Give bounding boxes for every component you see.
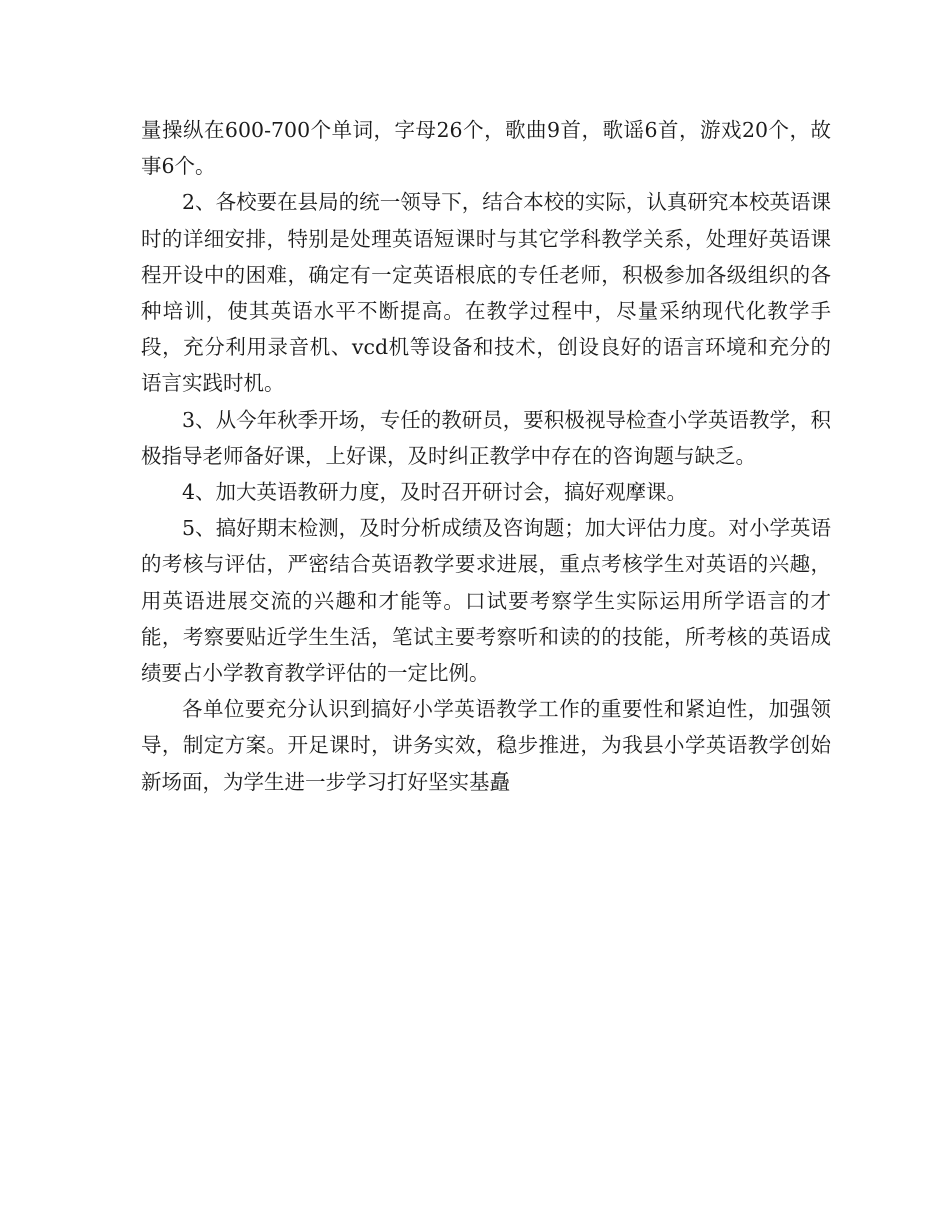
paragraph-item-2: 2、各校要在县局的统一领导下，结合本校的实际，认真研究本校英语课时的详细安排，特别是处理英语短课时与其它学科教学关系，处理好英语课程开设中的困难，确定有一定英语根底的专任老师，积极参加各级组织的各种培训，使其英语水平不断提高。在教学过程中，尽量采纳现代化教学手段，充分利用录音机、vcd机等设备和技术，创设良好的语言环境和充分的语言实践时机。: [141, 190, 831, 396]
paragraph-item-4: 4、加大英语教研力度，及时召开研讨会，搞好观摩课。: [182, 480, 688, 505]
paragraph-continuation: 量操纵在600-700个单词，字母26个，歌曲9首，歌谣6首，游戏20个，故事6个。: [141, 118, 831, 179]
paragraph-item-5: 5、搞好期末检测，及时分析成绩及咨询题；加大评估力度。对小学英语的考核与评估，严密结合英语教学要求进展，重点考核学生对英语的兴趣，用英语进展交流的兴趣和才能等。口试要考察学生实际运用所学语言的才能，考察要贴近学生生活，笔试主要考察听和读的的技能，所考核的英语成绩要占小学教育教学评估的一定比例。: [141, 516, 831, 686]
paragraph-item-3: 3、从今年秋季开场，专任的教研员，要积极视导检查小学英语教学，积极指导老师备好课，上好课，及时纠正教学中存在的咨询题与缺乏。: [141, 407, 831, 468]
paragraph-closing: 各单位要充分认识到搞好小学英语教学工作的重要性和紧迫性，加强领导，制定方案。开足课时，讲务实效，稳步推进，为我县小学英语教学创始新场面，为学生进一步学习打好坚实基矗: [141, 697, 831, 794]
document-body: [141, 112, 831, 800]
